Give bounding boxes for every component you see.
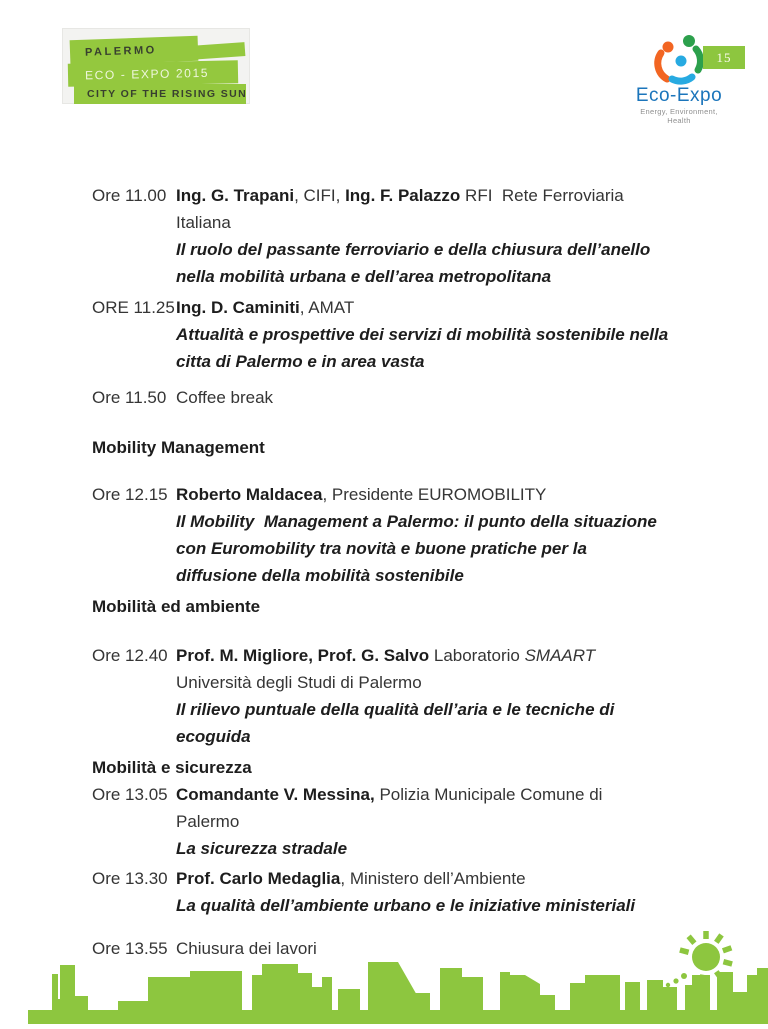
banner-line2: ECO - EXPO 2015 <box>84 65 210 82</box>
entry-line: con Euromobility tra novità e buone pratiche per la <box>176 539 587 558</box>
schedule <box>92 182 688 962</box>
schedule-entry <box>92 865 688 919</box>
entry-line: Palermo <box>176 812 240 831</box>
city-skyline-graphic <box>0 929 768 1024</box>
entry-line: Ing. D. Caminiti, AMAT <box>176 298 355 317</box>
schedule-entry <box>92 481 688 589</box>
entry-content <box>176 865 688 919</box>
entry-line: La sicurezza stradale <box>176 839 348 858</box>
banner-line1: PALERMO <box>84 43 157 59</box>
schedule-entry <box>92 384 688 411</box>
entry-line: Roberto Maldacea, Presidente EUROMOBILITY <box>176 485 547 504</box>
entry-line: Attualità e prospettive dei servizi di mobilità sostenibile nella <box>176 325 669 344</box>
schedule-entry <box>92 294 688 375</box>
entry-line: diffusione della mobilità sostenibile <box>176 566 464 585</box>
entry-line: citta di Palermo e in area vasta <box>176 352 425 371</box>
banner-line3: CITY OF THE RISING SUN <box>87 88 248 100</box>
entry-line: Prof. M. Migliore, Prof. G. Salvo Laboratorio SMAART <box>176 646 596 665</box>
entry-time: Ore 13.30 <box>92 869 168 888</box>
entry-line: Prof. Carlo Medaglia, Ministero dell’Ambiente <box>176 869 526 888</box>
entry-content <box>176 642 688 750</box>
entry-line: Coffee break <box>176 388 274 407</box>
entry-time: Ore 12.15 <box>92 485 168 504</box>
schedule-entry <box>92 781 688 862</box>
entry-line: Il ruolo del passante ferroviario e della chiusura dell’anello <box>176 240 651 259</box>
entry-content <box>176 781 688 862</box>
eco-expo-wordmark: Eco-Expo <box>635 85 723 106</box>
city-skyline <box>0 929 768 1024</box>
entry-line: Chiusura dei lavori <box>176 939 317 958</box>
entry-line: Italiana <box>176 213 231 232</box>
banner-strip-rising-sun <box>74 84 246 104</box>
schedule-entry <box>92 642 688 750</box>
entry-time: Ore 11.00 <box>92 186 167 205</box>
entry-time: Ore 13.05 <box>92 785 168 804</box>
banner-strip-ecoexpo <box>68 60 238 87</box>
entry-line: La qualità dell’ambiente urbano e le iniziative ministeriali <box>176 896 636 915</box>
entry-line: nella mobilità urbana e dell’area metropolitana <box>176 267 552 286</box>
page-number-badge: 15 <box>703 46 745 69</box>
palermo-banner-logo <box>62 28 250 104</box>
section-heading: Mobility Management <box>92 438 265 457</box>
entry-line: ecoguida <box>176 727 251 746</box>
entry-line: Il Mobility Management a Palermo: il punto della situazione <box>176 512 657 531</box>
entry-line: Comandante V. Messina, Polizia Municipale Comune di <box>176 785 603 804</box>
section-heading: Mobilità e sicurezza <box>92 758 252 777</box>
section-heading: Mobilità ed ambiente <box>92 597 261 616</box>
entry-line: Università degli Studi di Palermo <box>176 673 422 692</box>
entry-content <box>176 384 688 411</box>
entry-time: ORE 11.25 <box>92 298 175 317</box>
entry-content <box>176 481 688 589</box>
entry-time: Ore 11.50 <box>92 388 167 407</box>
entry-content <box>176 182 688 290</box>
eco-expo-tagline: Energy, Environment, Health <box>640 107 718 125</box>
entry-content <box>176 294 688 375</box>
entry-line: Il rilievo puntuale della qualità dell’aria e le tecniche di <box>176 700 615 719</box>
entry-time: Ore 13.55 <box>92 939 168 958</box>
schedule-entry <box>92 182 688 290</box>
eco-expo-people-icon <box>652 33 706 85</box>
entry-time: Ore 12.40 <box>92 646 168 665</box>
entry-line: Ing. G. Trapani, CIFI, Ing. F. Palazzo RFI Rete Ferroviaria <box>176 186 624 205</box>
